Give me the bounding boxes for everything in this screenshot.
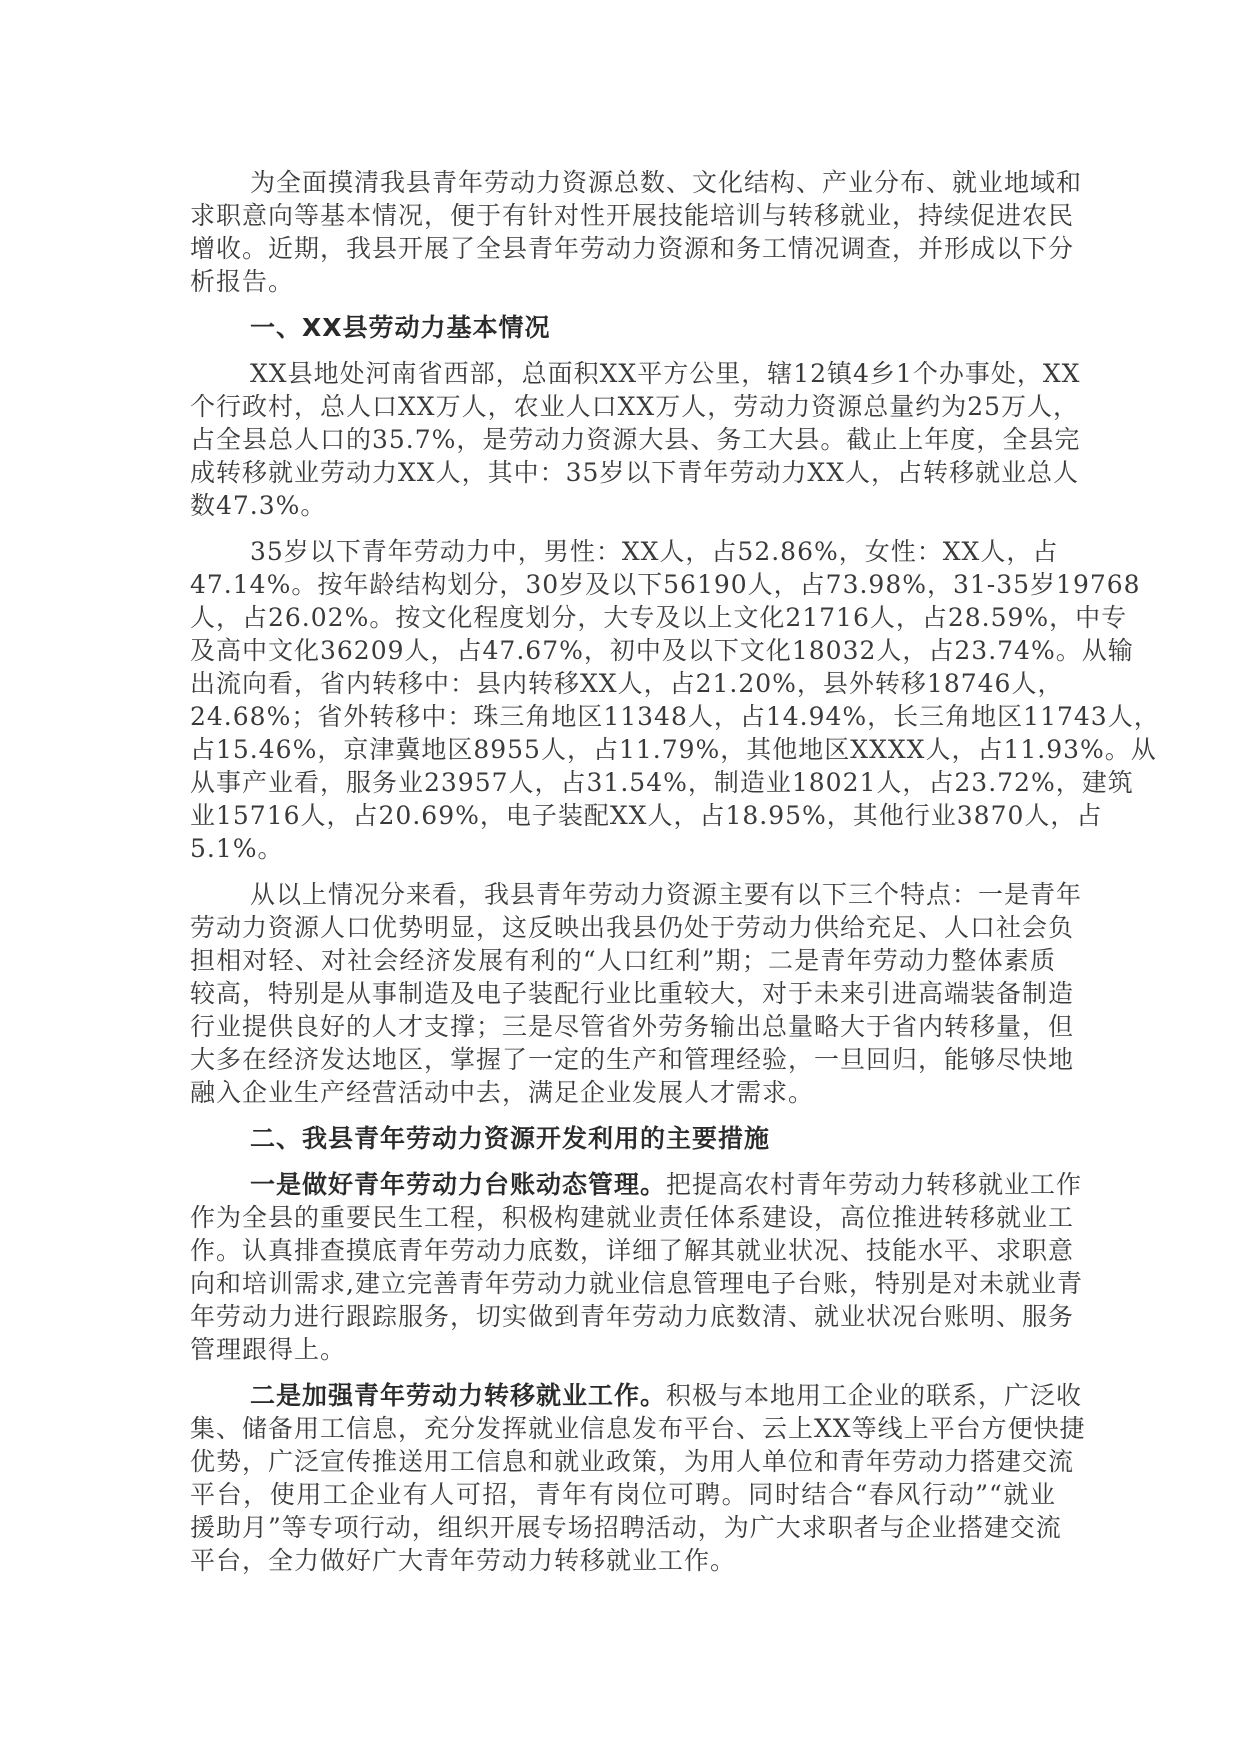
text-line	[190, 1168, 1083, 1201]
text-line: 劳动力资源人口优势明显，这反映出我县仍处于劳动力供给充足、人口社会负	[190, 913, 1075, 942]
youth-labor-statistics-paragraph	[190, 535, 1160, 865]
section-heading-2: 二、我县青年劳动力资源开发利用的主要措施	[250, 1124, 771, 1153]
text-line: 数47.3%。	[190, 491, 327, 520]
text-line: 占全县总人口的35.7%，是劳动力资源大县、务工大县。截止上年度，全县完	[190, 425, 1081, 454]
text-line: 较高，特别是从事制造及电子装配行业比重较大，对于未来引进高端装备制造	[190, 979, 1075, 1008]
county-overview-paragraph	[190, 357, 1081, 522]
text-line: 个行政村，总人口XX万人，农业人口XX万人，劳动力资源总量约为25万人，	[190, 392, 1080, 421]
text-line: 增收。近期，我县开展了全县青年劳动力资源和务工情况调查，并形成以下分	[190, 234, 1075, 263]
text-line: 向和培训需求,建立完善青年劳动力就业信息管理电子台账，特别是对未就业青	[190, 1269, 1083, 1298]
text-line: 人，占26.02%。按文化程度划分，大专及以上文化21716人，占28.59%，中专	[190, 603, 1128, 632]
measure-2-lead: 二是加强青年劳动力转移就业工作。	[250, 1381, 667, 1410]
intro-paragraph	[190, 166, 1083, 298]
text-line: 平台，使用工企业有人可招，青年有岗位可聘。同时结合“春风行动”“就业	[190, 1480, 1056, 1509]
measure-2-paragraph	[190, 1379, 1086, 1577]
text-line: 及高中文化36209人，占47.67%，初中及以下文化18032人，占23.74%。从输	[190, 636, 1134, 665]
measure-1-paragraph	[190, 1168, 1083, 1366]
measure-1-lead: 一是做好青年劳动力台账动态管理。	[250, 1170, 667, 1199]
text-line: 作为全县的重要民生工程，积极构建就业责任体系建设，高位推进转移就业工	[190, 1203, 1075, 1232]
text-line: 析报告。	[190, 267, 295, 296]
text-line: 47.14%。按年龄结构划分，30岁及以下56190人，占73.98%，31-35岁19768	[190, 570, 1141, 599]
text-line: 行业提供良好的人才支撑；三是尽管省外劳务输出总量略大于省内转移量，但	[190, 1012, 1075, 1041]
section-heading-1: 一、XX县劳动力基本情况	[250, 313, 551, 342]
text-line: 35岁以下青年劳动力中，男性：XX人，占52.86%，女性：XX人，占	[250, 537, 1059, 566]
text-line: 占15.46%，京津冀地区8955人，占11.79%，其他地区XXXX人，占11.93%。从	[190, 735, 1157, 764]
document-body	[190, 166, 1160, 1590]
text-line: 优势，广泛宣传推送用工信息和就业政策，为用人单位和青年劳动力搭建交流	[190, 1447, 1075, 1476]
text-line: 业15716人，占20.69%，电子装配XX人，占18.95%，其他行业3870人，占	[190, 801, 1103, 830]
text-line: 从事产业看，服务业23957人，占31.54%，制造业18021人，占23.72%，建筑	[190, 768, 1134, 797]
text-line-rest: 把提高农村青年劳动力转移就业工作	[666, 1170, 1083, 1199]
text-line: 出流向看，省内转移中：县内转移XX人，占21.20%，县外转移18746人，	[190, 669, 1064, 698]
text-line-rest: 积极与本地用工企业的联系，广泛收	[666, 1381, 1083, 1410]
text-line	[190, 1379, 1083, 1412]
text-line: 求职意向等基本情况，便于有针对性开展技能培训与转移就业，持续促进农民	[190, 201, 1075, 230]
text-line: 融入企业生产经营活动中去，满足企业发展人才需求。	[190, 1078, 815, 1107]
text-line: 担相对轻、对社会经济发展有利的“人口红利”期；二是青年劳动力整体素质	[190, 946, 1056, 975]
text-line: 大多在经济发达地区，掌握了一定的生产和管理经验，一旦回归，能够尽快地	[190, 1045, 1075, 1074]
text-line: 集、储备用工信息，充分发挥就业信息发布平台、云上XX等线上平台方便快捷	[190, 1414, 1086, 1443]
text-line: XX县地处河南省西部，总面积XX平方公里，辖12镇4乡1个办事处，XX	[250, 359, 1081, 388]
text-line: 平台，全力做好广大青年劳动力转移就业工作。	[190, 1546, 737, 1575]
text-line: 5.1%。	[190, 834, 284, 863]
text-line: 为全面摸清我县青年劳动力资源总数、文化结构、产业分布、就业地域和	[250, 168, 1083, 197]
text-line: 成转移就业劳动力XX人，其中：35岁以下青年劳动力XX人，占转移就业总人	[190, 458, 1080, 487]
text-line: 年劳动力进行跟踪服务，切实做到青年劳动力底数清、就业状况台账明、服务	[190, 1302, 1075, 1331]
text-line: 24.68%；省外转移中：珠三角地区11348人，占14.94%，长三角地区11743人，	[190, 702, 1160, 731]
text-line: 从以上情况分来看，我县青年劳动力资源主要有以下三个特点：一是青年	[250, 880, 1083, 909]
characteristics-paragraph	[190, 878, 1083, 1109]
text-line: 作。认真排查摸底青年劳动力底数，详细了解其就业状况、技能水平、求职意	[190, 1236, 1075, 1265]
text-line: 援助月”等专项行动，组织开展专场招聘活动，为广大求职者与企业搭建交流	[190, 1513, 1062, 1542]
text-line: 管理跟得上。	[190, 1335, 347, 1364]
